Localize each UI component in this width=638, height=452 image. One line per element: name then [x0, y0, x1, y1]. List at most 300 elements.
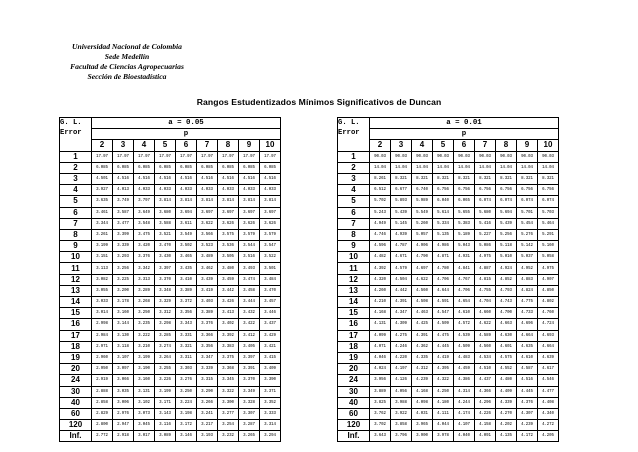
range-value-cell: 8.321 [454, 173, 475, 184]
range-value-cell: 3.370 [239, 375, 260, 386]
range-value-cell: 3.549 [176, 229, 197, 240]
range-value-cell: 6.085 [197, 162, 218, 173]
error-df-cell: Inf. [338, 431, 370, 442]
range-value-cell: 4.320 [370, 274, 391, 285]
error-df-cell: 5 [338, 196, 370, 207]
error-df-cell: 6 [338, 207, 370, 218]
range-value-cell: 3.403 [197, 297, 218, 308]
range-value-cell: 14.04 [454, 162, 475, 173]
range-value-cell: 8.321 [538, 173, 559, 184]
range-value-cell: 4.226 [475, 408, 496, 419]
range-value-cell: 4.610 [454, 308, 475, 319]
table-row [338, 408, 559, 419]
range-value-cell: 4.202 [496, 420, 517, 431]
range-value-cell: 8.321 [475, 173, 496, 184]
range-value-cell: 3.339 [113, 241, 134, 252]
error-df-cell: 8 [60, 229, 92, 240]
error-df-cell: 1 [60, 151, 92, 162]
range-value-cell: 3.825 [370, 397, 391, 408]
table-row [338, 252, 559, 263]
range-value-cell: 4.509 [433, 319, 454, 330]
range-value-cell: 3.290 [197, 386, 218, 397]
range-value-cell: 3.432 [239, 308, 260, 319]
error-df-cell: 120 [60, 420, 92, 431]
p-value-header: 2 [92, 140, 113, 151]
range-value-cell: 3.193 [197, 431, 218, 442]
p-value-header: 7 [197, 140, 218, 151]
range-value-cell: 4.534 [475, 352, 496, 363]
p-header: p [92, 129, 281, 140]
range-value-cell: 4.589 [475, 330, 496, 341]
range-value-cell: 3.303 [176, 364, 197, 375]
table-row [338, 196, 559, 207]
p-value-header: 8 [496, 140, 517, 151]
range-value-cell: 3.289 [134, 285, 155, 296]
table-row [60, 285, 281, 296]
range-value-cell: 5.893 [391, 196, 412, 207]
range-value-cell: 4.516 [134, 173, 155, 184]
range-value-cell: 3.055 [92, 285, 113, 296]
range-value-cell: 3.033 [92, 297, 113, 308]
range-value-cell: 5.703 [538, 207, 559, 218]
range-value-cell: 3.522 [260, 252, 281, 263]
range-value-cell: 3.489 [197, 252, 218, 263]
range-value-cell: 3.389 [197, 308, 218, 319]
range-value-cell: 3.956 [370, 375, 391, 386]
range-value-cell: 3.814 [260, 196, 281, 207]
range-value-cell: 3.255 [155, 364, 176, 375]
table-row [338, 263, 559, 274]
range-value-cell: 4.931 [454, 252, 475, 263]
range-value-cell: 3.102 [134, 397, 155, 408]
p-value-header: 5 [433, 140, 454, 151]
range-value-cell: 3.462 [197, 263, 218, 274]
institution-header [62, 42, 192, 82]
range-value-cell: 3.376 [134, 252, 155, 263]
range-value-cell: 4.322 [433, 375, 454, 386]
range-value-cell: 3.643 [370, 431, 391, 442]
p-value-header: 6 [454, 140, 475, 151]
range-value-cell: 3.649 [134, 207, 155, 218]
error-df-cell: 9 [338, 241, 370, 252]
range-value-cell: 4.509 [454, 341, 475, 352]
range-value-cell: 4.220 [391, 352, 412, 363]
range-value-cell: 6.756 [433, 185, 454, 196]
range-value-cell: 3.548 [134, 218, 155, 229]
range-value-cell: 3.261 [92, 229, 113, 240]
table-row [338, 151, 559, 162]
range-value-cell: 2.976 [113, 408, 134, 419]
range-value-cell: 4.516 [113, 173, 134, 184]
table-row [60, 408, 281, 419]
range-value-cell: 3.422 [239, 319, 260, 330]
range-value-cell: 4.419 [433, 352, 454, 363]
table-row [338, 308, 559, 319]
range-value-cell: 4.790 [412, 252, 433, 263]
range-value-cell: 3.210 [134, 341, 155, 352]
p-value-header: 7 [475, 140, 496, 151]
range-value-cell: 3.151 [92, 252, 113, 263]
table-row [60, 274, 281, 285]
range-value-cell: 3.235 [134, 319, 155, 330]
table-row [338, 218, 559, 229]
error-df-cell: 15 [338, 308, 370, 319]
range-value-cell: 4.033 [218, 185, 239, 196]
range-value-cell: 3.927 [92, 185, 113, 196]
range-value-cell: 8.321 [496, 173, 517, 184]
range-value-cell: 3.329 [155, 297, 176, 308]
range-value-cell: 4.445 [517, 386, 538, 397]
range-value-cell: 4.760 [538, 308, 559, 319]
range-value-cell: 4.755 [475, 285, 496, 296]
range-value-cell: 3.172 [176, 420, 197, 431]
range-value-cell: 14.04 [538, 162, 559, 173]
range-value-cell: 4.601 [496, 341, 517, 352]
range-value-cell: 4.107 [454, 420, 475, 431]
range-value-cell: 4.442 [391, 285, 412, 296]
range-value-cell: 4.706 [454, 285, 475, 296]
range-value-cell: 3.521 [155, 229, 176, 240]
range-value-cell: 6.740 [412, 185, 433, 196]
range-value-cell: 4.033 [239, 185, 260, 196]
range-value-cell: 3.399 [113, 229, 134, 240]
range-value-cell: 6.756 [517, 185, 538, 196]
range-value-cell: 4.939 [391, 229, 412, 240]
range-value-cell: 14.04 [412, 162, 433, 173]
range-value-cell: 4.622 [475, 319, 496, 330]
range-value-cell: 17.97 [218, 151, 239, 162]
range-value-cell: 8.261 [370, 173, 391, 184]
range-value-cell: 4.197 [391, 364, 412, 375]
range-value-cell: 6.085 [218, 162, 239, 173]
range-value-cell: 2.919 [92, 375, 113, 386]
range-value-cell: 2.858 [92, 397, 113, 408]
range-value-cell: 4.098 [412, 397, 433, 408]
range-value-cell: 3.356 [197, 341, 218, 352]
table-row [60, 241, 281, 252]
range-value-cell: 3.217 [197, 420, 218, 431]
error-df-cell: 20 [60, 364, 92, 375]
range-value-cell: 4.477 [538, 386, 559, 397]
range-value-cell: 3.321 [176, 341, 197, 352]
range-value-cell: 5.142 [517, 241, 538, 252]
range-value-cell: 4.704 [475, 297, 496, 308]
range-value-cell: 3.697 [260, 207, 281, 218]
range-value-cell: 14.04 [517, 162, 538, 173]
range-value-cell: 3.314 [260, 420, 281, 431]
range-value-cell: 4.852 [496, 274, 517, 285]
range-value-cell: 6.074 [517, 196, 538, 207]
range-value-cell: 3.622 [197, 218, 218, 229]
range-value-cell: 4.056 [391, 386, 412, 397]
range-value-cell: 3.200 [113, 285, 134, 296]
range-value-cell: 3.089 [155, 431, 176, 442]
error-df-cell: 3 [338, 173, 370, 184]
range-value-cell: 3.241 [197, 408, 218, 419]
range-value-cell: 2.772 [92, 431, 113, 442]
range-value-cell: 4.986 [433, 241, 454, 252]
range-value-cell: 3.474 [239, 274, 260, 285]
range-value-cell: 5.416 [475, 218, 496, 229]
range-value-cell: 4.046 [370, 352, 391, 363]
range-value-cell: 6.756 [538, 185, 559, 196]
range-value-cell: 3.294 [260, 431, 281, 442]
range-value-cell: 5.464 [538, 218, 559, 229]
range-value-cell: 4.793 [496, 285, 517, 296]
range-value-cell: 4.031 [412, 408, 433, 419]
range-value-cell: 3.470 [260, 285, 281, 296]
range-value-cell: 3.143 [155, 408, 176, 419]
range-value-cell: 4.516 [260, 173, 281, 184]
range-value-cell: 3.429 [260, 330, 281, 341]
range-value-cell: 6.040 [433, 196, 454, 207]
range-value-cell: 4.445 [433, 341, 454, 352]
range-value-cell: 3.588 [155, 218, 176, 229]
error-df-cell: 10 [60, 252, 92, 263]
range-value-cell: 3.437 [260, 319, 281, 330]
error-df-cell: 14 [338, 297, 370, 308]
range-value-cell: 4.270 [496, 408, 517, 419]
range-value-cell: 2.960 [92, 352, 113, 363]
range-value-cell: 90.03 [496, 151, 517, 162]
table-row [60, 420, 281, 431]
range-value-cell: 3.435 [176, 263, 197, 274]
range-value-cell: 8.321 [433, 173, 454, 184]
range-value-cell: 4.392 [370, 263, 391, 274]
range-value-cell: 3.470 [155, 241, 176, 252]
range-value-cell: 5.383 [454, 218, 475, 229]
range-value-cell: 4.180 [433, 397, 454, 408]
range-value-cell: 4.296 [475, 397, 496, 408]
table-row [338, 397, 559, 408]
range-value-cell: 90.03 [538, 151, 559, 162]
range-value-cell: 6.085 [134, 162, 155, 173]
university-name: Universidad Nacional de Colombia [72, 42, 182, 51]
range-value-cell: 4.906 [412, 241, 433, 252]
range-value-cell: 3.611 [176, 218, 197, 229]
table-row [338, 341, 559, 352]
range-value-cell: 3.277 [218, 408, 239, 419]
range-value-cell: 3.889 [370, 386, 391, 397]
range-value-cell: 6.677 [391, 185, 412, 196]
range-value-cell: 4.244 [454, 397, 475, 408]
range-value-cell: 4.459 [454, 364, 475, 375]
range-value-cell: 3.146 [176, 431, 197, 442]
range-value-cell: 3.762 [370, 408, 391, 419]
range-value-cell: 4.409 [496, 386, 517, 397]
range-value-cell: 4.617 [538, 364, 559, 375]
range-value-cell: 4.787 [391, 241, 412, 252]
error-df-cell: 30 [60, 386, 92, 397]
range-value-cell: 3.626 [239, 218, 260, 229]
range-value-cell: 90.03 [391, 151, 412, 162]
range-value-cell: 8.321 [517, 173, 538, 184]
range-value-cell: 17.97 [239, 151, 260, 162]
error-df-cell: 18 [60, 341, 92, 352]
range-value-cell: 3.066 [113, 375, 134, 386]
range-value-cell: 3.814 [218, 196, 239, 207]
range-value-cell: 4.952 [517, 263, 538, 274]
range-value-cell: 4.724 [538, 319, 559, 330]
range-value-cell: 4.033 [155, 185, 176, 196]
p-value-header: 3 [113, 140, 134, 151]
range-value-cell: 3.965 [412, 420, 433, 431]
range-value-cell: 3.372 [176, 297, 197, 308]
range-value-cell: 4.815 [475, 274, 496, 285]
range-value-cell: 4.044 [433, 420, 454, 431]
range-value-cell: 3.266 [197, 397, 218, 408]
range-value-cell: 5.256 [496, 229, 517, 240]
range-value-cell: 4.802 [538, 297, 559, 308]
range-value-cell: 4.250 [433, 386, 454, 397]
error-df-cell: 12 [60, 274, 92, 285]
section-name: Sección de Bioestadística [87, 72, 167, 81]
table-row [338, 420, 559, 431]
error-df-cell: 17 [60, 330, 92, 341]
range-value-cell: 3.484 [260, 274, 281, 285]
range-value-cell: 3.988 [391, 397, 412, 408]
range-value-cell: 4.639 [538, 352, 559, 363]
range-value-cell: 4.033 [260, 185, 281, 196]
range-value-cell: 3.405 [239, 341, 260, 352]
range-value-cell: 4.210 [370, 297, 391, 308]
range-value-cell: 4.408 [538, 397, 559, 408]
range-value-cell: 4.131 [370, 319, 391, 330]
range-value-cell: 3.045 [134, 420, 155, 431]
range-value-cell: 3.349 [239, 386, 260, 397]
range-value-cell: 3.566 [197, 229, 218, 240]
range-value-cell: 3.300 [218, 397, 239, 408]
range-value-cell: 5.454 [517, 218, 538, 229]
range-value-cell: 90.03 [433, 151, 454, 162]
table-row [60, 173, 281, 184]
range-value-cell: 3.442 [218, 285, 239, 296]
range-value-cell: 5.189 [454, 229, 475, 240]
error-df-cell: 30 [338, 386, 370, 397]
range-value-cell: 4.516 [176, 173, 197, 184]
range-value-cell: 2.918 [113, 431, 134, 442]
range-value-cell: 3.383 [218, 341, 239, 352]
range-value-cell: 17.97 [92, 151, 113, 162]
range-value-cell: 4.767 [454, 274, 475, 285]
range-value-cell: 4.596 [370, 241, 391, 252]
range-value-cell: 4.174 [454, 408, 475, 419]
range-value-cell: 4.693 [538, 330, 559, 341]
range-value-cell: 3.680 [155, 207, 176, 218]
range-value-cell: 3.697 [197, 207, 218, 218]
range-value-cell: 5.276 [517, 229, 538, 240]
range-value-cell: 4.746 [370, 229, 391, 240]
range-value-cell: 3.343 [176, 319, 197, 330]
range-value-cell: 4.700 [496, 308, 517, 319]
range-value-cell: 3.333 [260, 408, 281, 419]
p-value-header: 4 [134, 140, 155, 151]
range-value-cell: 4.024 [370, 364, 391, 375]
table-row [60, 330, 281, 341]
range-value-cell: 3.505 [218, 252, 239, 263]
range-value-cell: 3.131 [134, 386, 155, 397]
p-value-header: 2 [370, 140, 391, 151]
error-df-cell: 6 [60, 207, 92, 218]
error-df-cell: 24 [338, 375, 370, 386]
range-value-cell: 4.560 [475, 341, 496, 352]
range-value-cell: 3.307 [239, 408, 260, 419]
range-value-cell: 4.591 [433, 297, 454, 308]
range-value-cell: 4.246 [391, 341, 412, 352]
range-value-cell: 4.654 [454, 297, 475, 308]
range-value-cell: 3.697 [239, 207, 260, 218]
range-value-cell: 4.824 [517, 285, 538, 296]
range-value-cell: 6.085 [92, 162, 113, 173]
range-value-cell: 3.298 [155, 319, 176, 330]
range-value-cell: 3.198 [176, 408, 197, 419]
range-value-cell: 2.971 [92, 341, 113, 352]
table-row [338, 297, 559, 308]
campus-name: Sede Medellín [104, 52, 150, 61]
error-df-cell: 14 [60, 297, 92, 308]
table-row [60, 151, 281, 162]
range-value-cell: 5.037 [517, 252, 538, 263]
range-value-cell: 5.680 [475, 207, 496, 218]
table-row [60, 185, 281, 196]
table-row [338, 229, 559, 240]
range-value-cell: 17.97 [113, 151, 134, 162]
table-row [60, 162, 281, 173]
range-value-cell: 3.814 [176, 196, 197, 207]
gl-error-header [60, 118, 92, 152]
range-value-cell: 3.390 [260, 375, 281, 386]
range-value-cell: 5.243 [370, 207, 391, 218]
range-value-cell: 6.085 [260, 162, 281, 173]
range-value-cell: 3.475 [134, 229, 155, 240]
range-value-cell: 8.321 [391, 173, 412, 184]
range-value-cell: 4.663 [496, 319, 517, 330]
range-value-cell: 4.126 [391, 375, 412, 386]
range-value-cell: 3.356 [176, 308, 197, 319]
error-df-cell: 10 [338, 252, 370, 263]
range-value-cell: 3.420 [134, 241, 155, 252]
range-value-cell: 3.014 [92, 308, 113, 319]
table-row [60, 229, 281, 240]
range-value-cell: 3.814 [239, 196, 260, 207]
table-row [338, 173, 559, 184]
error-df-cell: 17 [338, 330, 370, 341]
range-value-cell: 4.883 [517, 274, 538, 285]
page-title: Rangos Estudentizados Mínimos Significativos de Duncan [196, 97, 442, 107]
range-value-cell: 3.224 [176, 397, 197, 408]
range-value-cell: 3.225 [113, 274, 134, 285]
range-value-cell: 4.033 [134, 185, 155, 196]
range-value-cell: 4.671 [391, 252, 412, 263]
range-value-cell: 4.907 [538, 274, 559, 285]
error-df-cell: 19 [60, 352, 92, 363]
range-value-cell: 3.397 [155, 263, 176, 274]
range-value-cell: 4.733 [517, 308, 538, 319]
range-value-cell: 4.475 [433, 330, 454, 341]
range-value-cell: 4.587 [517, 364, 538, 375]
table-row [338, 330, 559, 341]
table-row [60, 218, 281, 229]
table-row [338, 207, 559, 218]
range-value-cell: 4.622 [412, 274, 433, 285]
table-row [60, 386, 281, 397]
range-value-cell: 90.03 [370, 151, 391, 162]
range-value-cell: 14.04 [433, 162, 454, 173]
p-value-header: 8 [218, 140, 239, 151]
table-row [338, 386, 559, 397]
range-value-cell: 3.339 [197, 364, 218, 375]
error-df-cell: 8 [338, 229, 370, 240]
